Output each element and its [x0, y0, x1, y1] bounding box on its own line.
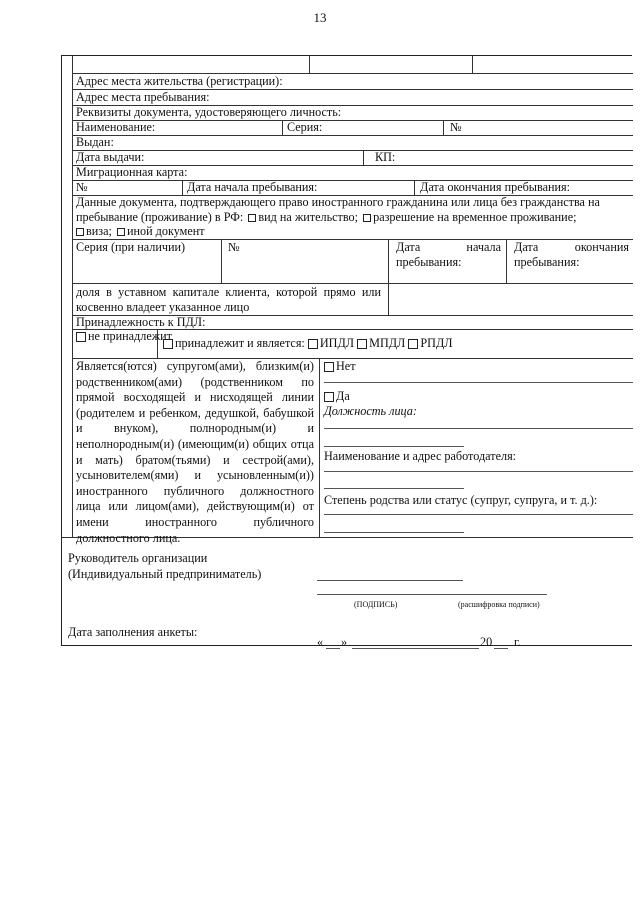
migration-card-number-label: № — [76, 180, 88, 194]
head-of-org-label: Руководитель организации — [68, 551, 208, 565]
divider — [363, 150, 364, 165]
issued-by-label: Выдан: — [76, 135, 114, 149]
row-line — [72, 135, 633, 136]
checkbox-other-doc[interactable] — [117, 228, 125, 236]
kinship-line-2[interactable] — [324, 532, 464, 533]
year-line[interactable] — [494, 648, 508, 649]
right-doc-line2 — [76, 210, 577, 225]
divider — [319, 358, 320, 537]
rpdl-label: РПДЛ — [420, 336, 453, 350]
pdl-belongs — [163, 336, 453, 351]
no-label: Нет — [336, 359, 356, 373]
employer-line-2[interactable] — [324, 488, 464, 489]
divider — [72, 56, 73, 537]
year-suffix: г. — [514, 635, 521, 649]
right-doc-number-label: № — [228, 240, 240, 254]
pdl-header: Принадлежность к ПДЛ: — [76, 315, 206, 329]
belongs-label: принадлежит и является: — [175, 336, 305, 350]
position-line-2[interactable] — [324, 446, 464, 447]
kp-label: КП: — [375, 150, 396, 164]
questionnaire-form — [61, 55, 632, 649]
option-visa: виза; — [86, 224, 112, 238]
divider — [414, 180, 415, 195]
checkbox-mpdl[interactable] — [357, 339, 367, 349]
stay-end-label: Дата окончания пребывания: — [420, 180, 571, 194]
option-residence-permit: вид на жительство; — [258, 210, 359, 224]
divider — [506, 239, 507, 283]
position-label: Должность лица: — [324, 404, 417, 418]
employer-label: Наименование и адрес работодателя: — [324, 449, 517, 463]
row-line — [72, 150, 633, 151]
doc-name-label: Наименование: — [76, 120, 156, 134]
right-doc-line1: Данные документа, подтверждающего право иностранного гражданина или лица без гражданства на — [76, 195, 600, 209]
decoding-caption: (расшифровка подписи) — [458, 600, 540, 609]
checkbox-residence-permit[interactable] — [248, 214, 256, 222]
checkbox-rpdl[interactable] — [408, 339, 418, 349]
checkbox-yes[interactable] — [324, 392, 334, 402]
entrepreneur-label: (Индивидуальный предприниматель) — [68, 567, 262, 581]
checkbox-no[interactable] — [324, 362, 334, 372]
divider — [472, 56, 473, 73]
stay-address-label: Адрес места пребывания: — [76, 90, 210, 104]
answer-no — [324, 359, 356, 374]
option-other-doc: иной документ — [126, 224, 205, 238]
month-line[interactable] — [352, 648, 479, 649]
signature-caption: (ПОДПИСЬ) — [354, 600, 398, 609]
right-doc-end-label: Дата окончания пребывания: — [514, 240, 629, 269]
divider — [309, 56, 310, 73]
kinship-line[interactable] — [324, 514, 633, 515]
checkbox-visa[interactable] — [76, 228, 84, 236]
fill-date-label: Дата заполнения анкеты: — [68, 625, 198, 639]
relation-text: Является(ются) супругом(ами), близким(и) родственником(ами) (родственником по прямой восходящей и нисходящей линии (родителем и ребенком, дедушкой, бабушкой и внуком), полнородным(и) и неполнородным(и) (имеющим(и) общих отца и мать) братом(тьями) и сестрой(ами), усыновителем(ями) и усыновленным(и)) иностранного публичного должностного лица или лицом(ами), действующим(и) от имени иностранного публичного должностного лица. — [76, 359, 314, 545]
stay-start-label: Дата начала пребывания: — [187, 180, 318, 194]
residence-label: Адрес места жительства (регистрации): — [76, 74, 283, 88]
not-belongs-label: не принадлежит — [88, 329, 173, 343]
id-document-label: Реквизиты документа, удостоверяющего личность: — [76, 105, 342, 119]
right-doc-line3 — [74, 224, 205, 239]
issue-date-label: Дата выдачи: — [76, 150, 145, 164]
checkbox-ipdl[interactable] — [308, 339, 318, 349]
divider — [388, 239, 389, 315]
answer-yes — [324, 389, 350, 404]
doc-number-label: № — [450, 120, 462, 134]
signature-line[interactable] — [317, 594, 547, 595]
divider — [182, 180, 183, 195]
no-underline — [324, 382, 633, 383]
divider — [221, 239, 222, 283]
row-line — [72, 120, 633, 121]
pdl-not-belongs — [76, 329, 172, 344]
checkbox-temp-permit[interactable] — [363, 214, 371, 222]
divider — [282, 120, 283, 135]
yes-label: Да — [336, 389, 350, 403]
option-temp-permit: разрешение на временное проживание; — [373, 210, 577, 224]
divider — [443, 120, 444, 135]
series-if-any-label: Серия (при наличии) — [76, 240, 186, 254]
position-line[interactable] — [324, 428, 633, 429]
ipdl-label: ИПДЛ — [319, 336, 355, 350]
doc-series-label: Серия: — [287, 120, 323, 134]
quote-open: « — [317, 635, 324, 649]
head-line[interactable] — [317, 580, 463, 581]
mpdl-label: МПДЛ — [369, 336, 406, 350]
kinship-label: Степень родства или статус (супруг, супруга, и т. д.): — [324, 493, 598, 507]
share-text: доля в уставном капитале клиента, которой прямо или косвенно владеет указанное лицо — [76, 285, 381, 314]
checkbox-belongs[interactable] — [163, 339, 173, 349]
year-prefix: 20 — [480, 635, 493, 649]
right-doc-start-label: Дата начала пребывания: — [396, 240, 501, 269]
checkbox-not-belongs[interactable] — [76, 332, 86, 342]
quote-close: » — [341, 635, 348, 649]
right-doc-prefix: пребывание (проживание) в РФ: — [76, 210, 244, 224]
row-line — [72, 283, 633, 284]
day-line[interactable] — [326, 648, 340, 649]
migration-card-label: Миграционная карта: — [76, 165, 188, 179]
employer-line[interactable] — [324, 471, 633, 472]
page-number: 13 — [313, 10, 327, 25]
